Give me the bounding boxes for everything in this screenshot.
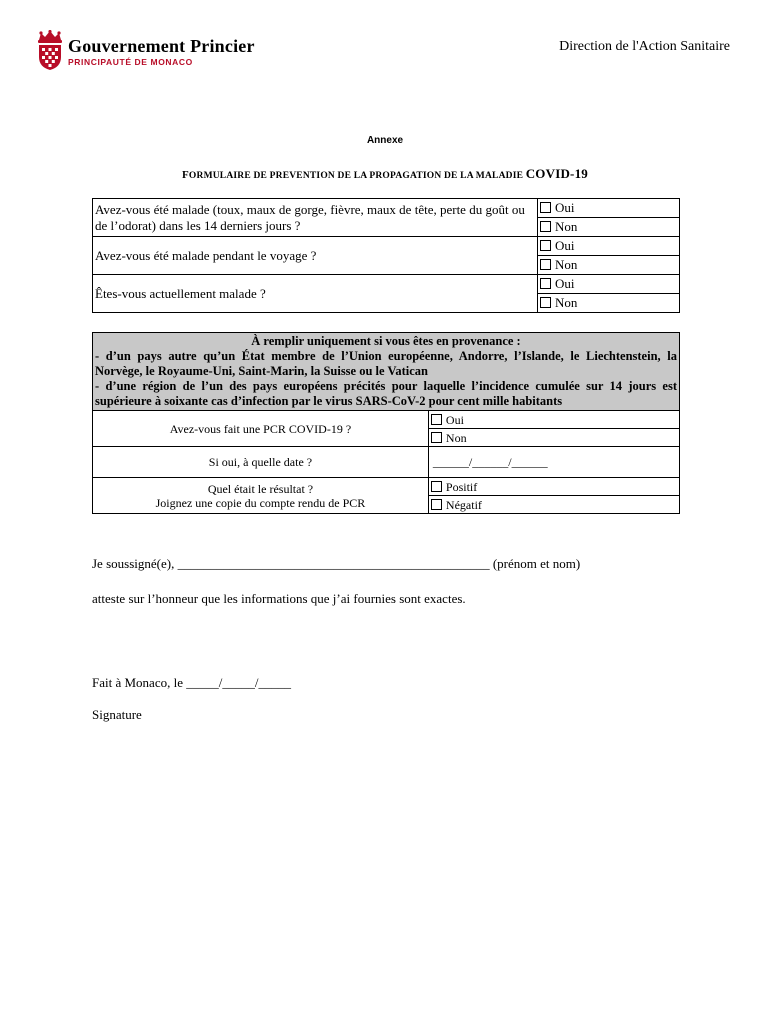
- form-title-covid: COVID-19: [525, 166, 588, 181]
- option-non-checkbox[interactable]: Non: [538, 218, 680, 237]
- pcr-non-checkbox[interactable]: Non: [428, 429, 679, 447]
- question-currently-ill: Êtes-vous actuellement malade ?: [93, 275, 538, 313]
- annexe-label: Annexe: [366, 135, 404, 146]
- provenance-heading: À remplir uniquement si vous êtes en provenance :: [251, 334, 521, 348]
- checkbox-icon: [431, 481, 442, 492]
- checkbox-icon: [540, 278, 551, 289]
- pcr-result-question: [93, 478, 429, 514]
- checkbox-icon: [431, 414, 442, 425]
- checkbox-icon: [540, 221, 551, 232]
- provenance-line-countries: - d’un pays autre qu’un État membre de l’Union européenne, Andorre, l’Islande, le Liechtenstein, la Norvège, le Royaume-Uni, Saint-Marin, la Suisse ou le Vatican: [95, 349, 677, 378]
- org-title: Gouvernement Princier: [68, 36, 255, 56]
- department-name: Direction de l'Action Sanitaire: [559, 39, 730, 54]
- pcr-oui-checkbox[interactable]: Oui: [428, 411, 679, 429]
- option-oui-checkbox[interactable]: Oui: [538, 275, 680, 294]
- provenance-table: [92, 332, 680, 514]
- option-non-checkbox[interactable]: Non: [538, 256, 680, 275]
- result-negatif-checkbox[interactable]: Négatif: [428, 496, 679, 514]
- option-oui-checkbox[interactable]: Oui: [538, 237, 680, 256]
- form-title-initial: F: [182, 169, 189, 181]
- org-subtitle: PRINCIPAUTÉ DE MONACO: [68, 57, 193, 67]
- question-ill-during-trip: Avez-vous été malade pendant le voyage ?: [93, 237, 538, 275]
- form-title: [0, 166, 770, 182]
- checkbox-icon: [540, 259, 551, 270]
- attestation-text: atteste sur l’honneur que les informations que j’ai fournies sont exactes.: [92, 591, 466, 606]
- pcr-date-field[interactable]: ______/______/______: [428, 447, 679, 478]
- monaco-crown-shield-icon: [35, 30, 65, 70]
- pcr-date-question: Si oui, à quelle date ?: [93, 447, 429, 478]
- question-ill-14-days: Avez-vous été malade (toux, maux de gorge, fièvre, maux de tête, perte du goût ou de l’odorat) dans les 14 derniers jours ?: [93, 199, 538, 237]
- pcr-report-note: Joignez une copie du compte rendu de PCR: [155, 495, 366, 510]
- pcr-question: Avez-vous fait une PCR COVID-19 ?: [93, 411, 429, 447]
- provenance-heading-cell: [93, 333, 680, 411]
- checkbox-icon: [540, 202, 551, 213]
- health-questions-table: [92, 198, 680, 313]
- checkbox-icon: [431, 432, 442, 443]
- option-non-checkbox[interactable]: Non: [538, 294, 680, 313]
- signature-label: Signature: [92, 707, 142, 722]
- pcr-result-label: Quel était le résultat ?: [207, 481, 314, 496]
- checkbox-icon: [431, 499, 442, 510]
- place-date-line[interactable]: Fait à Monaco, le _____/_____/_____: [92, 675, 291, 690]
- checkbox-icon: [540, 240, 551, 251]
- provenance-line-regions: - d’une région de l’un des pays européens précités pour laquelle l’incidence cumulée sur 14 jours est supérieure à soixante cas d’infection par le virus SARS-CoV-2 pour cent mille habitants: [95, 379, 677, 408]
- signed-name-line[interactable]: Je soussigné(e), ________________________________________________ (prénom et nom): [92, 556, 581, 571]
- option-oui-checkbox[interactable]: Oui: [538, 199, 680, 218]
- result-positif-checkbox[interactable]: Positif: [428, 478, 679, 496]
- checkbox-icon: [540, 297, 551, 308]
- form-title-main: ORMULAIRE DE PREVENTION DE LA PROPAGATION DE LA MALADIE: [188, 171, 524, 181]
